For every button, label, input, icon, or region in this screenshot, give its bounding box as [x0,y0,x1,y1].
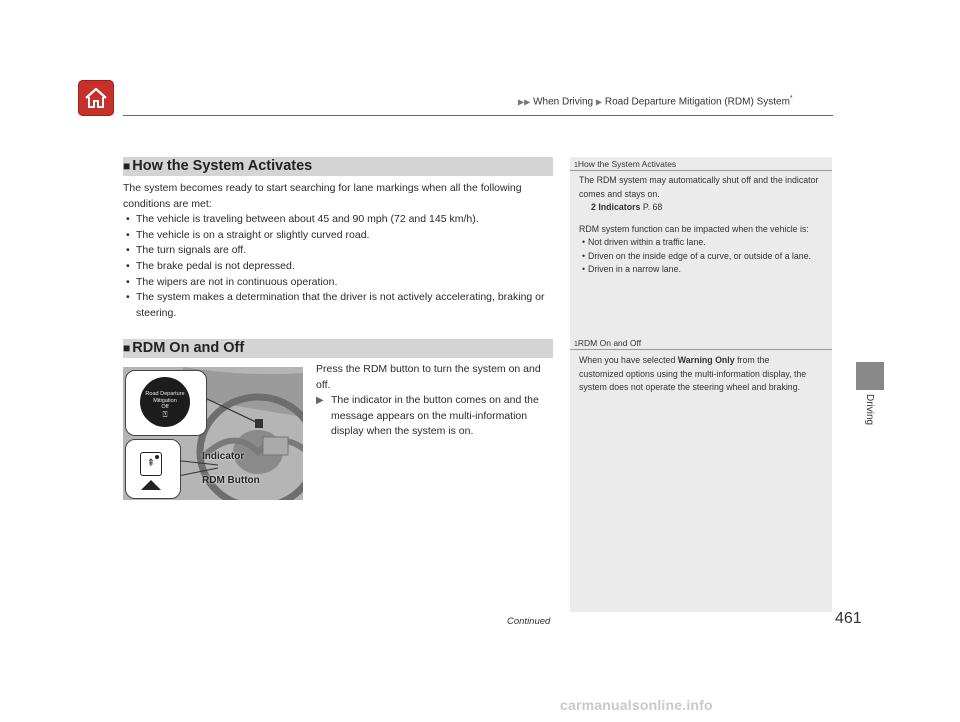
section2-sub-text: The indicator in the button comes on and the message appears on the multi-information display when the system is on. [331,394,539,438]
note1-text: The RDM system may automatically shut off and the indicator comes and stays on. [579,175,819,199]
note2-text-pre: When you have selected [579,355,678,365]
rdm-button-icon: ⇞ [140,452,162,476]
label-rdm-button: RDM Button [202,475,260,486]
continued-label: Continued [507,616,551,627]
rdm-symbol-icon: ⍰ [162,409,168,419]
display-inset [125,370,207,436]
list-item: • Driven in a narrow lane. [579,263,827,277]
section1-body [123,181,551,321]
breadcrumb [518,95,793,107]
display-line: Off [161,404,169,410]
result-arrow-icon: ▶ [316,395,324,407]
note1-header [570,157,832,171]
chapter-tab-label: Driving [864,394,875,426]
section2-body [316,362,556,440]
note-marker-icon: 1 [574,341,578,348]
indicator-light-icon [155,455,159,459]
note2-text-bold: Warning Only [677,355,735,365]
list-item: • The vehicle is on a straight or slightly curved road. [123,228,551,244]
section-heading-rdm-on-off: ■ RDM On and Off [123,339,553,358]
list-item: • The system makes a determination that the driver is not actively accelerating, braking or steering. [123,290,551,321]
breadcrumb-arrow-icon: ▶▶ [518,97,531,107]
list-item: • Not driven within a traffic lane. [579,236,827,250]
list-item: • Driven on the inside edge of a curve, or outside of a lane. [579,250,827,264]
watermark: carmanualsonline.info [560,697,713,713]
ref-arrow-icon: 2 [591,202,596,212]
section2-sub [316,393,556,440]
conditions-list [123,212,551,321]
display-line: Road Departure [145,391,185,397]
home-button[interactable] [78,80,114,116]
home-icon [83,86,109,110]
button-inset [125,439,181,499]
section1-intro: The system becomes ready to start searching for lane markings when all the following conditions are met: [123,182,522,210]
header-rule [123,115,833,116]
ref-page: P. 68 [642,202,663,212]
list-item: • The brake pedal is not depressed. [123,259,551,275]
press-arrow-icon [141,480,161,490]
ref-label[interactable]: Indicators [598,202,641,212]
note1-list [579,236,827,277]
note1-text2: RDM system function can be impacted when the vehicle is: [579,223,809,234]
breadcrumb-current: Road Departure Mitigation (RDM) System [604,96,790,108]
note2-title: 1RDM On and Off [574,338,642,348]
mid-display [140,377,190,427]
label-indicator: Indicator [202,451,245,462]
note1-ref[interactable] [579,201,827,215]
note1-body [579,174,827,277]
section-heading-how-activates: ■ How the System Activates [123,157,553,176]
note2-text-post: from the customized options using the multi-information display, the system does not operate the steering wheel and braking. [579,355,807,392]
page-number: 461 [835,610,862,627]
section2-text: Press the RDM button to turn the system on and off. [316,363,541,391]
note2-body [579,354,813,395]
note-marker-icon: 1 [574,162,578,169]
display-line: Mitigation [153,397,177,404]
list-item: • The turn signals are off. [123,243,551,259]
list-item: • The wipers are not in continuous operation. [123,275,551,291]
chapter-tab[interactable] [856,362,884,390]
asterisk: * [789,95,793,102]
note1-title: 1How the System Activates [574,159,677,169]
breadcrumb-arrow-icon: ▶ [595,97,603,107]
list-item: • The vehicle is traveling between about 45 and 90 mph (72 and 145 km/h). [123,212,551,228]
breadcrumb-link-when-driving[interactable]: When Driving [533,96,594,108]
note2-header [570,336,832,350]
